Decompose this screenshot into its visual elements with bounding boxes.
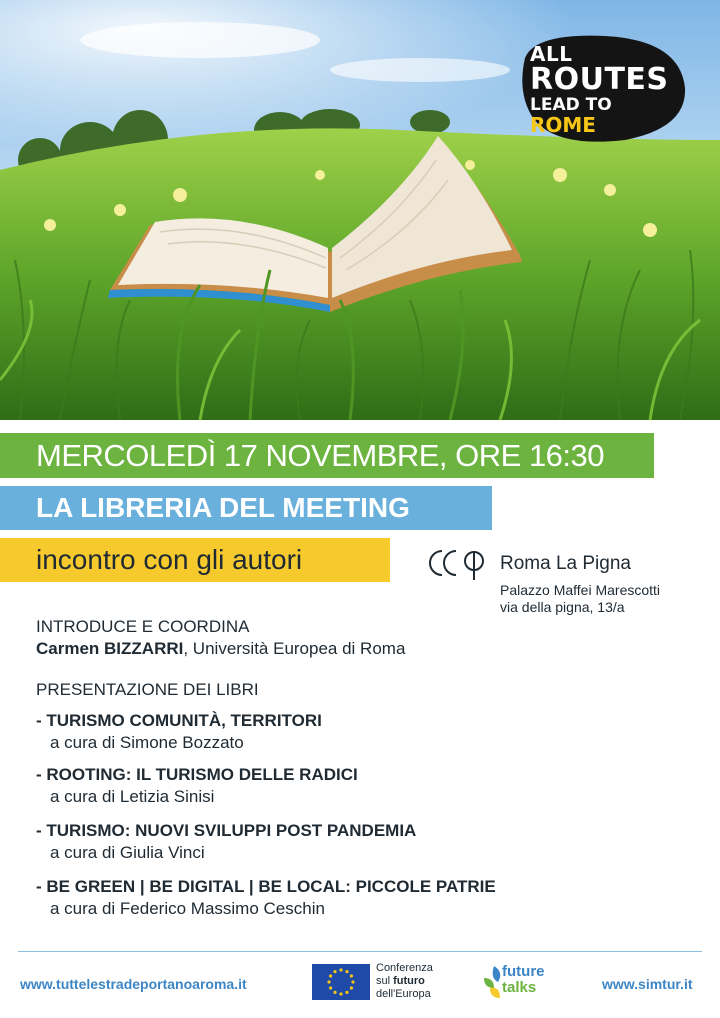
event-title: LA LIBRERIA DEL MEETING [36, 492, 410, 523]
eu-text-line-3: dell'Europa [376, 988, 431, 1000]
event-date-time: MERCOLEDÌ 17 NOVEMBRE, ORE 16:30 [36, 437, 605, 473]
title-band [0, 486, 492, 530]
footer-link-tuttelestrade[interactable]: www.tuttelestradeportanoaroma.it [20, 976, 247, 992]
logo-line-1: ALL [530, 42, 573, 66]
future-talks-line-2: talks [502, 979, 537, 996]
ucsi-logo-icon [428, 545, 492, 581]
book-title-3: - TURISMO: NUOVI SVILUPPI POST PANDEMIA [36, 821, 417, 840]
moderator-affiliation: , Università Europea di Roma [183, 639, 406, 658]
book-editor-2: a cura di Letizia Sinisi [50, 787, 215, 806]
date-band [0, 433, 654, 478]
event-subtitle: incontro con gli autori [36, 544, 303, 575]
footer-divider [18, 951, 702, 952]
book-title-1: - TURISMO COMUNITÀ, TERRITORI [36, 711, 322, 730]
hero-image [0, 0, 720, 420]
book-title-4: - BE GREEN | BE DIGITAL | BE LOCAL: PICCOLE PATRIE [36, 877, 496, 896]
book-editor-4: a cura di Federico Massimo Ceschin [50, 899, 325, 918]
all-routes-lead-to-rome-logo [530, 44, 669, 135]
future-talks-line-1: future [502, 963, 545, 980]
eu-text-line-2: sul futuro [376, 975, 425, 987]
book-title-2: - ROOTING: IL TURISMO DELLE RADICI [36, 765, 358, 784]
eu-flag-icon [312, 964, 370, 1000]
books-label: PRESENTAZIONE DEI LIBRI [36, 680, 259, 699]
venue-address-line-1: Palazzo Maffei Marescotti [500, 582, 661, 598]
moderator-name: Carmen BIZZARRI [36, 639, 184, 658]
venue-name: Roma La Pigna [500, 553, 631, 574]
venue-address-line-2: via della pigna, 13/a [500, 599, 625, 615]
venue-address [500, 582, 660, 616]
eu-text-line-1: Conferenza [376, 962, 433, 974]
book-editor-3: a cura di Giulia Vinci [50, 843, 205, 862]
future-talks-logo [480, 962, 570, 1002]
intro-label: INTRODUCE E COORDINA [36, 617, 250, 636]
conference-future-europe-label [376, 962, 433, 1001]
footer-link-simtur[interactable]: www.simtur.it [602, 976, 693, 992]
intro-moderator [36, 639, 405, 659]
subtitle-band [0, 538, 390, 582]
future-talks-text [502, 964, 545, 996]
logo-line-2: ROUTES [530, 62, 669, 97]
logo-line-4: ROME [530, 113, 596, 137]
book-editor-1: a cura di Simone Bozzato [50, 733, 244, 752]
logo-line-3: LEAD TO [530, 95, 612, 115]
